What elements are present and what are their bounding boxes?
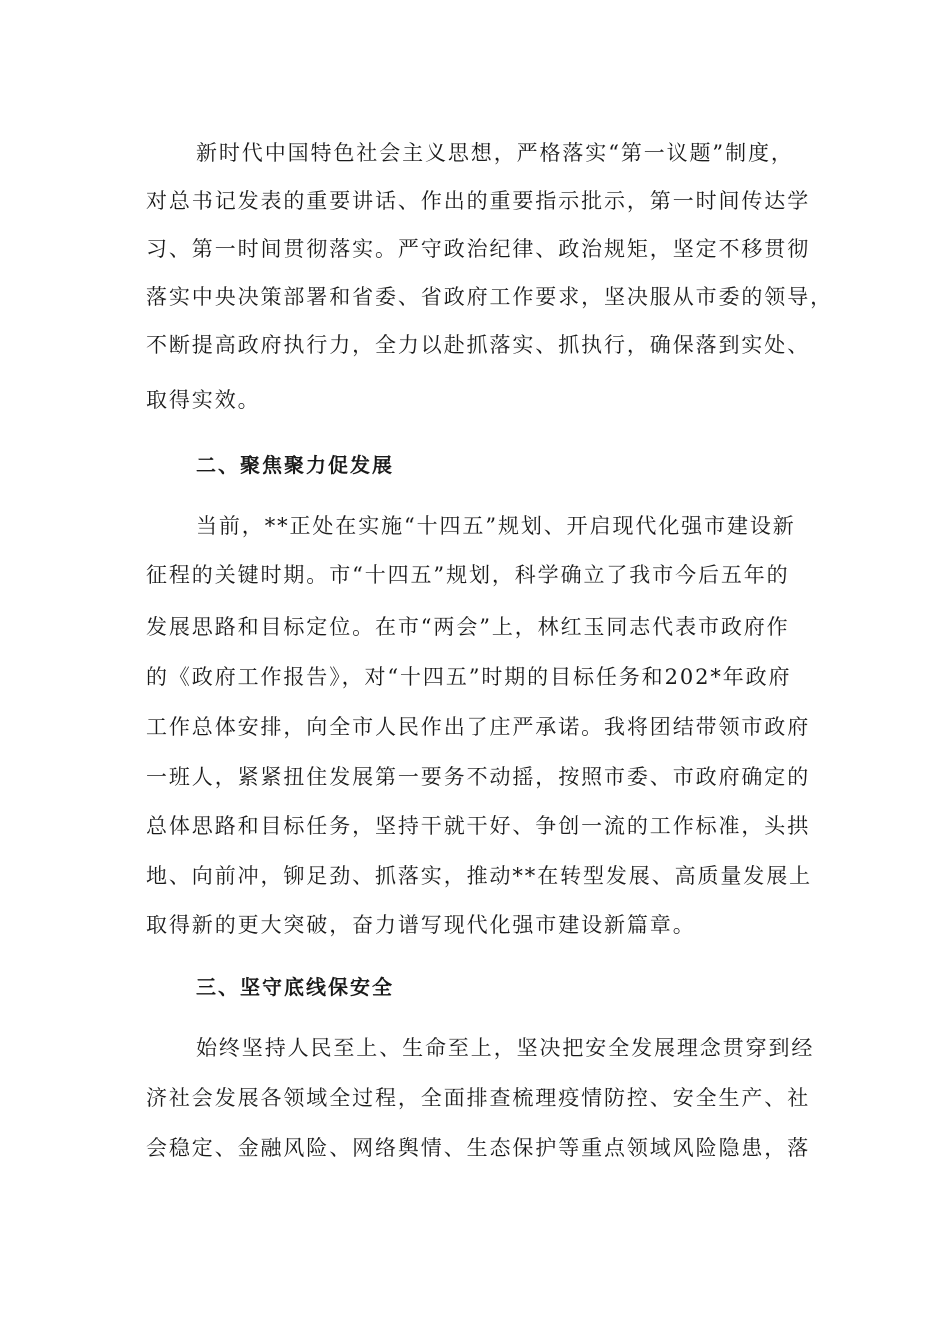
paragraph-line: 落实中央决策部署和省委、省政府工作要求，坚决服从市委的领导， bbox=[146, 285, 833, 309]
paragraph-line: 发展思路和目标定位。在市“两会”上，林红玉同志代表市政府作 bbox=[146, 615, 790, 639]
paragraph-line: 习、第一时间贯彻落实。严守政治纪律、政治规矩，坚定不移贯彻 bbox=[146, 237, 811, 261]
paragraph-line: 总体思路和目标任务，坚持干就干好、争创一流的工作标准，头拱 bbox=[146, 814, 811, 838]
paragraph-line: 不断提高政府执行力，全力以赴抓落实、抓执行，确保落到实处、 bbox=[146, 333, 811, 357]
paragraph-line: 对总书记发表的重要讲话、作出的重要指示批示，第一时间传达学 bbox=[146, 189, 811, 213]
section-heading-3: 三、坚守底线保安全 bbox=[196, 975, 394, 999]
paragraph-line: 当前，**正处在实施“十四五”规划、开启现代化强市建设新 bbox=[196, 514, 796, 538]
paragraph-line: 地、向前冲，铆足劲、抓落实，推动**在转型发展、高质量发展上 bbox=[146, 864, 812, 888]
section-heading-2: 二、聚焦聚力促发展 bbox=[196, 453, 394, 477]
paragraph-line: 工作总体安排，向全市人民作出了庄严承诺。我将团结带领市政府 bbox=[146, 715, 811, 739]
paragraph-line: 一班人，紧紧扭住发展第一要务不动摇，按照市委、市政府确定的 bbox=[146, 765, 811, 789]
paragraph-line: 取得实效。 bbox=[146, 388, 261, 412]
paragraph-line: 济社会发展各领域全过程，全面排查梳理疫情防控、安全生产、社 bbox=[146, 1086, 811, 1110]
paragraph-line: 取得新的更大突破，奋力谱写现代化强市建设新篇章。 bbox=[146, 913, 696, 937]
paragraph-line: 始终坚持人民至上、生命至上，坚决把安全发展理念贯穿到经 bbox=[196, 1036, 815, 1060]
paragraph-line: 的《政府工作报告》，对“十四五”时期的目标任务和202*年政府 bbox=[146, 665, 792, 689]
paragraph-line: 征程的关键时期。市“十四五”规划，科学确立了我市今后五年的 bbox=[146, 563, 790, 587]
paragraph-line: 会稳定、金融风险、网络舆情、生态保护等重点领域风险隐患，落 bbox=[146, 1136, 811, 1160]
paragraph-line: 新时代中国特色社会主义思想，严格落实“第一议题”制度， bbox=[196, 141, 794, 165]
